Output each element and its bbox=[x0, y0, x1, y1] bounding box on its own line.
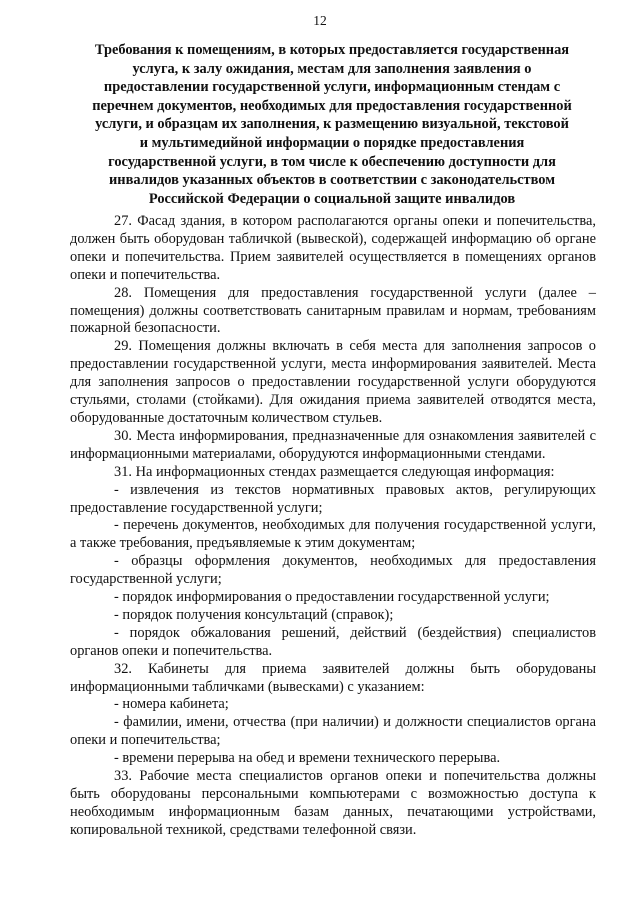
paragraph-33: 33. Рабочие места специалистов органов опеки и попечительства должны быть оборудованы персональными компьютерами с возможностью доступа к необходимым информационным базам данных, печатающими устройствами, копировальной техникой, средствами телефонной связи. bbox=[70, 768, 596, 838]
list-item: - порядок обжалования решений, действий (бездействия) специалистов органов опеки и попечительства. bbox=[70, 624, 596, 659]
document-body bbox=[70, 213, 596, 840]
list-item: - порядок информирования о предоставлении государственной услуги; bbox=[114, 589, 550, 606]
list-item: - образцы оформления документов, необходимых для предоставления государственной услуги; bbox=[70, 553, 596, 588]
heading-line: Российской Федерации о социальной защите инвалидов bbox=[148, 190, 516, 207]
heading-line: государственной услуги, в том числе к обеспечению доступности для bbox=[108, 153, 556, 170]
paragraph-29: 29. Помещения должны включать в себя места для заполнения запросов о предоставлении государственной услуги, места информирования заявителей. Места для заполнения запросов о предоставлении государственной услуги оборудуются стульями, столами (стойками). Для ожидания приема заявителей отводятся места, оборудованные достаточным количеством стульев. bbox=[70, 338, 596, 426]
heading-line: предоставлении государственной услуги, информационным стендам с bbox=[103, 79, 561, 96]
paragraph-28: 28. Помещения для предоставления государственной услуги (далее – помещения) должны соответствовать санитарным правилам и нормам, требованиям пожарной безопасности. bbox=[70, 284, 596, 337]
list-item: - извлечения из текстов нормативных правовых актов, регулирующих предоставление государственной услуги; bbox=[70, 481, 596, 516]
heading-line: перечнем документов, необходимых для предоставления государственной bbox=[92, 97, 572, 114]
page-number: 12 bbox=[313, 13, 327, 28]
paragraph-27: 27. Фасад здания, в котором располагаются органы опеки и попечительства, должен быть оборудован табличкой (вывеской), содержащей информацию об органе опеки и попечительства. Прием заявителей осуществляется в помещениях органов опеки и попечительства. bbox=[70, 213, 596, 283]
heading-line: и мультимедийной информации о порядке предоставления bbox=[139, 134, 525, 151]
paragraph-30: 30. Места информирования, предназначенные для ознакомления заявителей с информационными материалами, оборудуются информационными стендами. bbox=[70, 427, 596, 462]
heading-line: услуги, и образцам их заполнения, к размещению визуальной, текстовой bbox=[95, 116, 569, 133]
paragraph-31: 31. На информационных стендах размещается следующая информация: bbox=[114, 463, 555, 480]
list-item: - номера кабинета; bbox=[114, 696, 229, 713]
section-heading bbox=[62, 41, 602, 208]
list-item: - времени перерыва на обед и времени технического перерыва. bbox=[114, 750, 501, 767]
heading-line: Требования к помещениям, в которых предоставляется государственная bbox=[94, 42, 570, 58]
paragraph-32: 32. Кабинеты для приема заявителей должны быть оборудованы информационными табличками (вывесками) с указанием: bbox=[70, 660, 596, 695]
list-item: - порядок получения консультаций (справок); bbox=[114, 606, 394, 623]
list-item: - перечень документов, необходимых для получения государственной услуги, а также требования, предъявляемые к этим документам; bbox=[70, 517, 596, 552]
list-item: - фамилии, имени, отчества (при наличии) и должности специалистов органа опеки и попечительства; bbox=[70, 714, 596, 749]
heading-line: инвалидов указанных объектов в соответствии с законодательством bbox=[108, 172, 556, 189]
heading-line: услуга, к залу ожидания, местам для заполнения заявления о bbox=[132, 60, 532, 77]
